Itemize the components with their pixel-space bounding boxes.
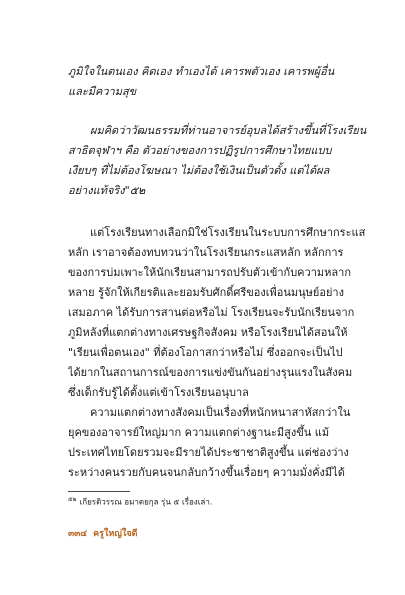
footnote: [68, 494, 368, 509]
page-folio: [68, 526, 138, 540]
footnote-divider: [68, 491, 130, 492]
text-line: เงียบๆ ที่ไม่ต้องโฆษณา ไม่ต้องใช้เงินเป็นตัวตั้ง แต่ได้ผล: [68, 164, 330, 177]
text-line: หลาย รู้จักให้เกียรติและยอมรับศักดิ์ศรีของเพื่อนมนุษย์อย่าง: [68, 286, 344, 299]
text-line: ประเทศไทยโดยรวมจะมีรายได้ประชาชาติสูงขึ้น แต่ช่องว่าง: [68, 446, 349, 459]
text-line: สาธิตจุฬาฯ คือ ตัวอย่างของการปฏิรูปการศึกษาไทยแบบ: [68, 144, 332, 157]
footnote-mark: ๕๒: [68, 496, 77, 503]
text-line: ความแตกต่างทางสังคมเป็นเรื่องที่หนักหนาสาหัสกว่าใน: [90, 406, 351, 419]
text-line: เสมอภาค ได้รับการสานต่อหรือไม่ โรงเรียนจะรับนักเรียนจาก: [68, 306, 355, 319]
text-line: ซึ่งเด็กรับรู้ได้ตั้งแต่เข้าโรงเรียนอนุบาล: [68, 386, 249, 399]
text-line: แต่โรงเรียนทางเลือกมิใช่โรงเรียนในระบบการศึกษากระแส: [90, 226, 366, 239]
quote-paragraph: [68, 121, 368, 201]
footnote-text: เกียรติวรรณ อมาตยกุล รุ่น ๕ เรื่องเล่า.: [79, 497, 213, 507]
text-line: ผมคิดว่าวัฒนธรรมที่ท่านอาจารย์อุบลได้สร้างขึ้นที่โรงเรียน: [90, 124, 367, 137]
body-paragraph-1: [68, 223, 368, 403]
body-paragraph-2: [68, 403, 368, 483]
text-line: ของการบ่มเพาะให้นักเรียนสามารถปรับตัวเข้ากับความหลาก: [68, 266, 351, 279]
text-line: ภูมิใจในตนเอง คิดเอง ทำเองได้ เคารพตัวเอง เคารพผู้อื่น: [68, 65, 335, 78]
text-line: อย่างแท้จริง"๕๒: [68, 184, 146, 197]
text-line: ได้ยากในสถานการณ์ของการแข่งขันกันอย่างรุนแรงในสังคม: [68, 366, 353, 379]
text-line: "เรียนเพื่อตนเอง" ที่ต้องโอกาสกว่าหรือไม่ ซึ่งออกจะเป็นไป: [68, 346, 343, 359]
page-number: ๓๓๔: [68, 529, 88, 539]
running-title: ครูใหญ่ใจดี: [93, 529, 138, 539]
text-line: หลัก เราอาจต้องทบทวนว่าในโรงเรียนกระแสหลัก หลักการ: [68, 246, 344, 259]
text-line: และมีความสุข: [68, 85, 137, 98]
text-line: ยุคของอาจารย์ใหญ่มาก ความแตกต่างฐานะมีสูงขึ้น แม้: [68, 426, 330, 439]
text-line: ภูมิหลังที่แตกต่างทางเศรษฐกิจสังคม หรือโรงเรียนได้สอนให้: [68, 326, 348, 339]
text-line: ระหว่างคนรวยกับคนจนกลับกว้างขึ้นเรื่อยๆ ความมั่งคั่งมีได้: [68, 466, 345, 479]
intro-paragraph: [68, 62, 368, 102]
